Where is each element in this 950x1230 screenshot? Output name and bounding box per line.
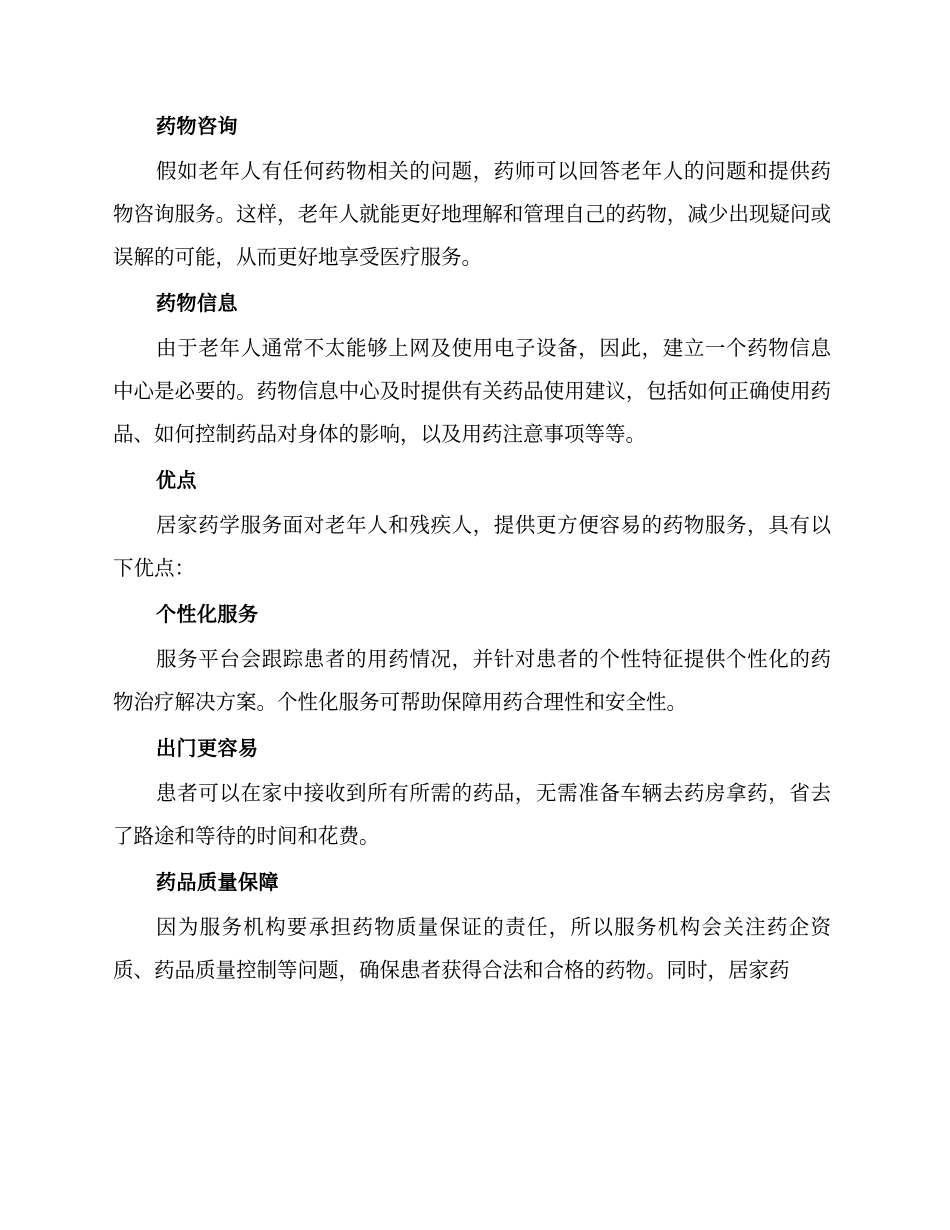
section-heading: 出门更容易 [156,736,259,760]
section-heading: 药物咨询 [156,114,238,138]
section-drug-information [113,283,831,456]
section-heading: 药物信息 [156,291,238,315]
section-drug-consultation [113,106,831,279]
section-paragraph: 患者可以在家中接收到所有所需的药品，无需准备车辆去药房拿药，省去了路途和等待的时间和花费。 [113,781,831,848]
section-heading: 药品质量保障 [156,870,279,894]
section-paragraph: 因为服务机构要承担药物质量保证的责任，所以服务机构会关注药企资质、药品质量控制等问题，确保患者获得合法和合格的药物。同时，居家药 [113,915,831,982]
section-paragraph: 由于老年人通常不太能够上网及使用电子设备，因此，建立一个药物信息中心是必要的。药物信息中心及时提供有关药品使用建议，包括如何正确使用药品、如何控制药品对身体的影响，以及用药注意事项等等。 [113,336,831,446]
section-easier-outing [113,728,831,858]
section-paragraph: 服务平台会跟踪患者的用药情况，并针对患者的个性特征提供个性化的药物治疗解决方案。个性化服务可帮助保障用药合理性和安全性。 [113,647,831,714]
section-advantages [113,460,831,590]
section-personalized-service [113,594,831,724]
section-heading: 个性化服务 [156,602,259,626]
section-paragraph: 居家药学服务面对老年人和残疾人，提供更方便容易的药物服务，具有以下优点： [113,513,831,580]
section-paragraph: 假如老年人有任何药物相关的问题，药师可以回答老年人的问题和提供药物咨询服务。这样，老年人就能更好地理解和管理自己的药物，减少出现疑问或误解的可能，从而更好地享受医疗服务。 [113,159,831,269]
section-drug-quality-assurance [113,862,831,992]
document-page [113,106,831,996]
section-heading: 优点 [156,468,197,492]
